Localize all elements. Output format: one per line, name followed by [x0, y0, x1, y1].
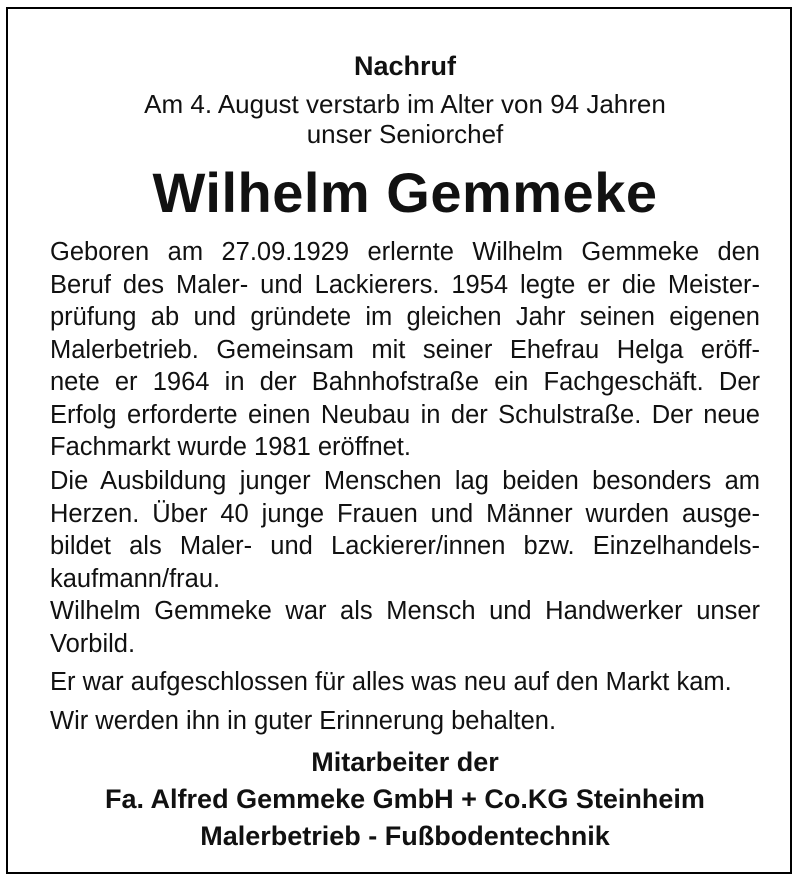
signature-line: Mitarbeiter der [311, 747, 499, 777]
intro-line: Am 4. August verstarb im Alter von 94 Jahren [144, 89, 666, 119]
text-line: prüfung ab und gründete im gleichen Jahr seinen eigenen [50, 303, 760, 331]
text-line: Herzen. Über 40 junge Frauen und Männer wurden ausge- [50, 499, 760, 528]
text-line: kaufmann/frau. [50, 564, 221, 593]
signature-block [50, 744, 760, 855]
obituary-frame [6, 7, 792, 874]
deceased-name: Wilhelm Gemmeke [152, 161, 658, 224]
text-line: bildet als Maler- und Lackierer/innen bzw. Einzelhandels- [50, 532, 760, 560]
notice-heading: Nachruf [353, 51, 456, 81]
text-line: Beruf des Maler- und Lackierers. 1954 legte er die Meister- [50, 270, 760, 299]
text-line: Er war aufgeschlossen für alles was neu auf den Markt kam. [50, 668, 732, 696]
paragraph-role-model [50, 595, 760, 660]
text-line: Erfolg erforderte einen Neubau in der Schulstraße. Der neue [50, 400, 760, 429]
text-line: Wir werden ihn in guter Erinnerung behalten. [50, 707, 557, 735]
paragraph-open-minded [50, 666, 760, 699]
paragraph-remembrance [50, 705, 760, 738]
text-line: nete er 1964 in der Bahnhofstraße ein Fachgeschäft. Der [50, 368, 760, 396]
intro-text [50, 89, 760, 149]
paragraph-biography [50, 236, 760, 464]
signature-line-company: Fa. Alfred Gemmeke GmbH + Co.KG Steinheim [105, 784, 705, 814]
text-line: Wilhelm Gemmeke war als Mensch und Handwerker unser [50, 597, 760, 625]
text-line: Fachmarkt wurde 1981 eröffnet. [50, 433, 411, 461]
signature-line-trade: Malerbetrieb - Fußbodentechnik [200, 821, 610, 851]
intro-line: unser Seniorchef [306, 119, 504, 149]
text-line: Geboren am 27.09.1929 erlernte Wilhelm Gemmeke den [50, 238, 760, 266]
text-line: Malerbetrieb. Gemeinsam mit seiner Ehefrau Helga eröff- [50, 335, 760, 364]
text-line: Die Ausbildung junger Menschen lag beiden besonders am [50, 467, 760, 495]
text-line: Vorbild. [50, 629, 136, 658]
paragraph-training [50, 465, 760, 595]
